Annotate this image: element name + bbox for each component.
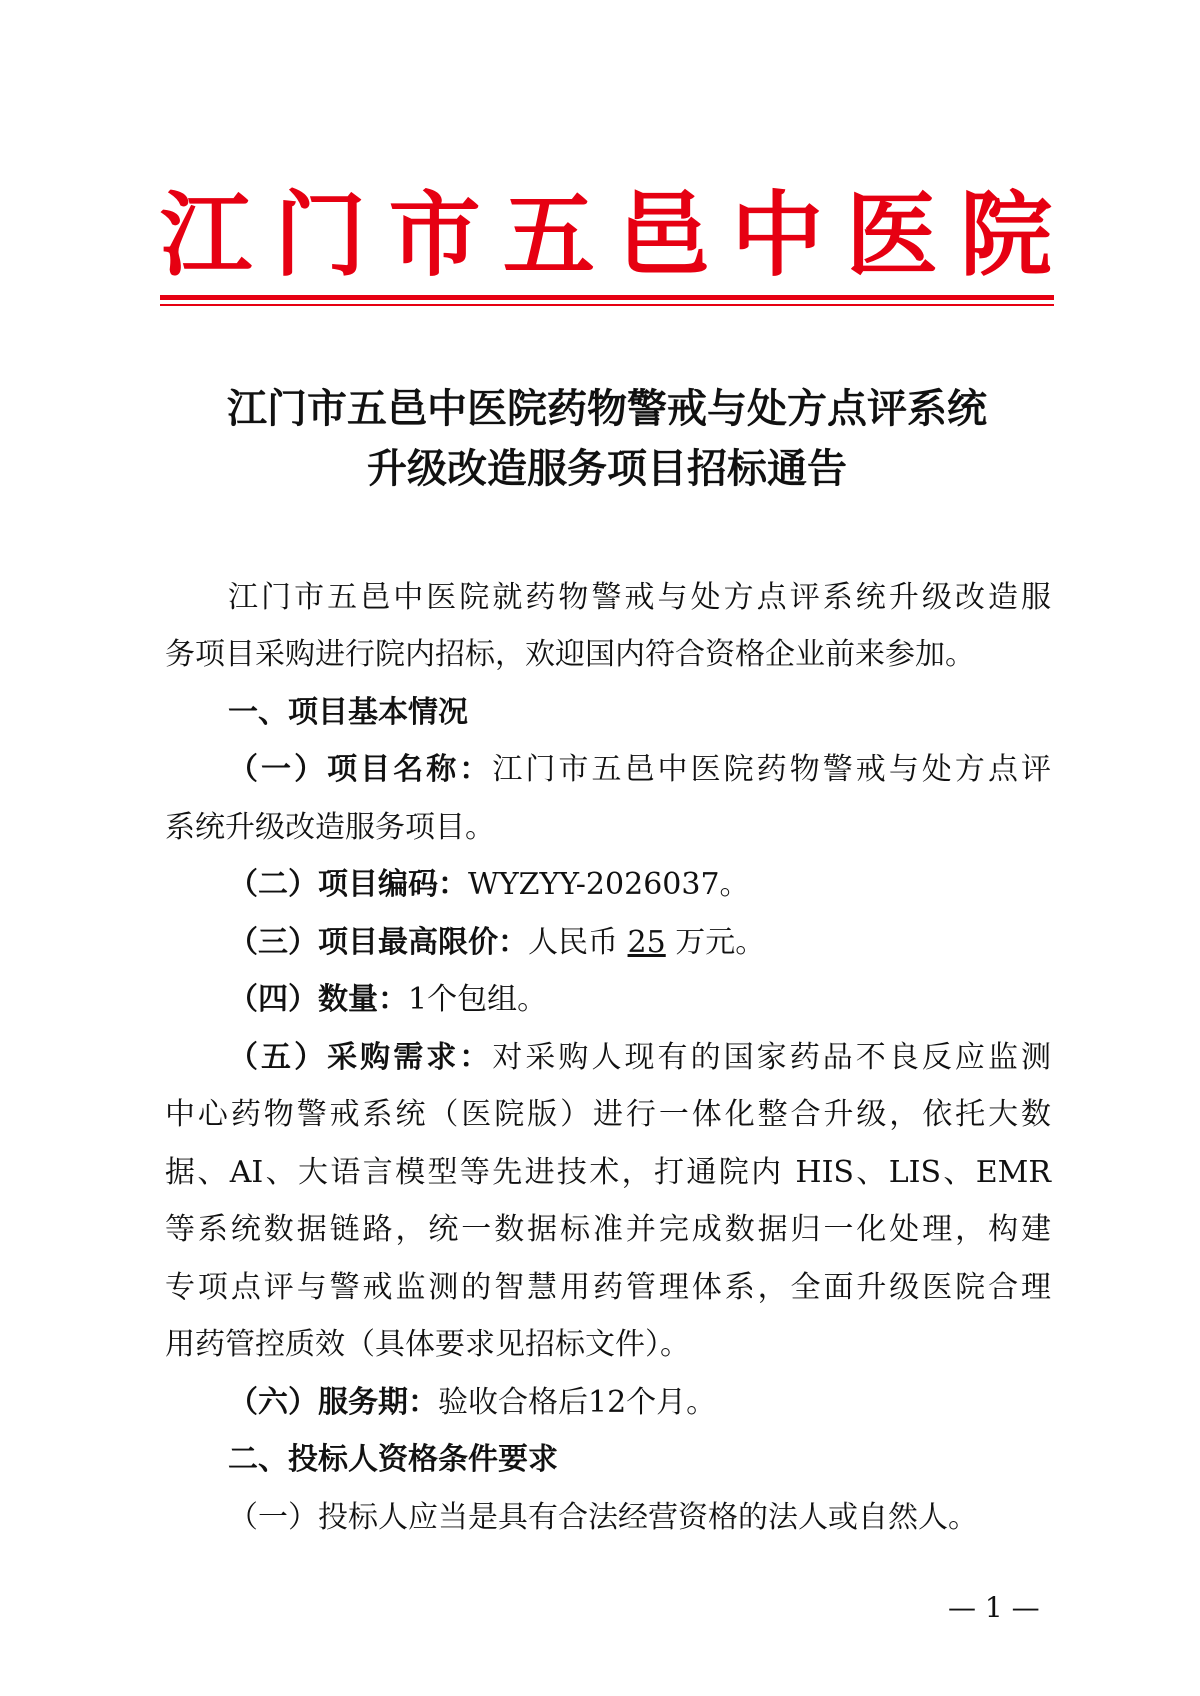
letterhead-char: 医 bbox=[845, 181, 938, 289]
item-2-label: （二）项目编码： bbox=[228, 867, 468, 902]
price-prefix: 人民币 bbox=[528, 925, 618, 960]
document-title-line-2: 升级改造服务项目招标通告 bbox=[367, 445, 847, 492]
item-4-line bbox=[228, 980, 547, 1020]
letterhead-title bbox=[160, 183, 1052, 288]
intro-line-2: 务项目采购进行院内招标，欢迎国内符合资格企业前来参加。 bbox=[165, 637, 975, 672]
quantity-value: 1个包组。 bbox=[408, 982, 548, 1017]
item-1-line-1 bbox=[228, 750, 1051, 790]
item-5-line-3: 据、AI、大语言模型等先进技术，打通院内 HIS、LIS、EMR bbox=[165, 1155, 1051, 1190]
item-5-line-1 bbox=[228, 1038, 1051, 1078]
item-2-line bbox=[228, 865, 750, 905]
letterhead-char: 五 bbox=[502, 181, 595, 289]
item-3-line bbox=[228, 923, 765, 963]
project-code: WYZYY-2026037。 bbox=[468, 867, 750, 902]
page-number: — 1 — bbox=[948, 1591, 1040, 1624]
letterhead-rule-thin bbox=[160, 304, 1054, 306]
item-5-line-4: 等系统数据链路，统一数据标准并完成数据归一化处理，构建 bbox=[165, 1212, 1051, 1247]
section-1-heading: 一、项目基本情况 bbox=[228, 695, 468, 730]
letterhead-char: 中 bbox=[731, 181, 824, 289]
letterhead-char: 门 bbox=[274, 181, 367, 289]
letterhead-char: 院 bbox=[959, 181, 1052, 289]
item-5-line-5: 专项点评与警戒监测的智慧用药管理体系，全面升级医院合理 bbox=[165, 1270, 1051, 1305]
item-5-text: 对采购人现有的国家药品不良反应监测 bbox=[492, 1040, 1052, 1075]
item-1-label: （一）项目名称： bbox=[228, 752, 493, 787]
letterhead-rule-thick bbox=[160, 295, 1054, 300]
item-6-label: （六）服务期： bbox=[228, 1385, 438, 1420]
item-4-label: （四）数量： bbox=[228, 982, 408, 1017]
item-6-line bbox=[228, 1383, 716, 1423]
item-3-label: （三）项目最高限价： bbox=[228, 925, 528, 960]
item-5-label: （五）采购需求： bbox=[228, 1040, 493, 1075]
section-2-heading: 二、投标人资格条件要求 bbox=[228, 1442, 558, 1477]
letterhead-char: 邑 bbox=[617, 181, 710, 289]
letterhead-char: 市 bbox=[388, 181, 481, 289]
price-amount: 25 bbox=[627, 925, 666, 960]
item-1-line-2: 系统升级改造服务项目。 bbox=[165, 810, 495, 845]
item-1-text: 江门市五邑中医院药物警戒与处方点评 bbox=[492, 752, 1052, 787]
letterhead-char: 江 bbox=[160, 181, 253, 289]
item-5-line-6: 用药管控质效（具体要求见招标文件）。 bbox=[165, 1327, 690, 1362]
service-period: 验收合格后12个月。 bbox=[438, 1385, 717, 1420]
price-suffix: 万元。 bbox=[675, 925, 766, 960]
document-title-line-1: 江门市五邑中医院药物警戒与处方点评系统 bbox=[227, 385, 987, 432]
section-2-item-1: （一）投标人应当是具有合法经营资格的法人或自然人。 bbox=[228, 1500, 978, 1535]
item-5-line-2: 中心药物警戒系统（医院版）进行一体化整合升级，依托大数 bbox=[165, 1097, 1051, 1132]
intro-line-1: 江门市五邑中医院就药物警戒与处方点评系统升级改造服 bbox=[228, 580, 1051, 615]
